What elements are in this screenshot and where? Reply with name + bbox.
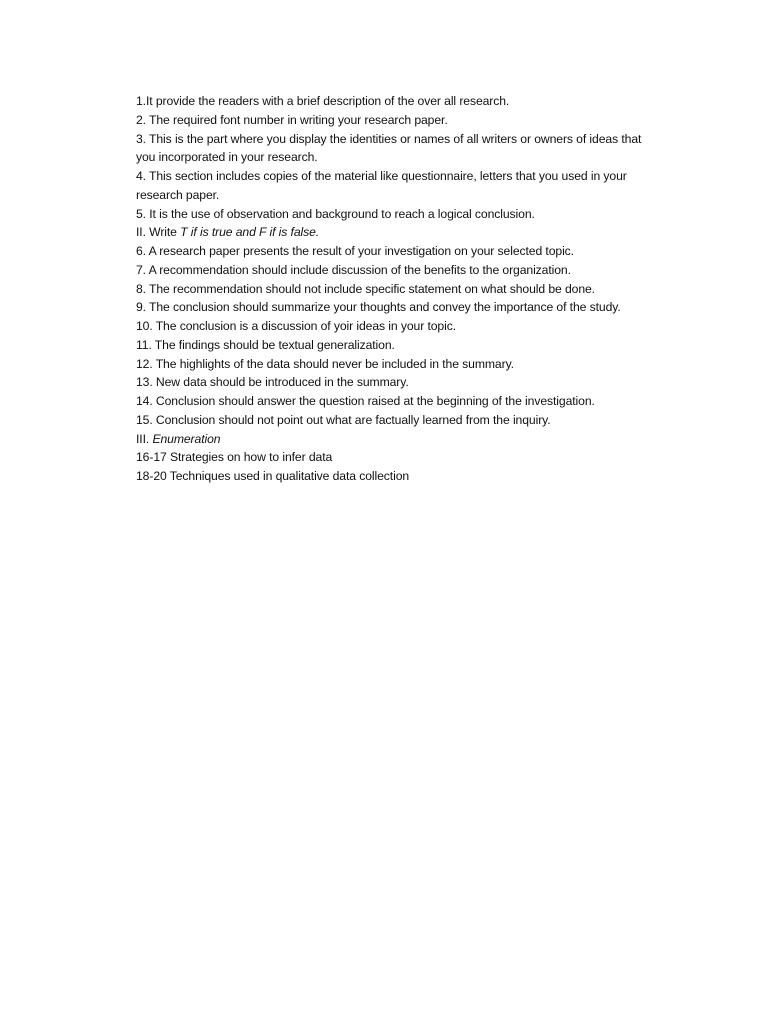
question-9-line: 9. The conclusion should summarize your thoughts and convey the importance of the study.: [136, 300, 621, 315]
question-2-line: 2. The required font number in writing your research paper.: [136, 112, 448, 127]
section-2-prefix: II. Write: [136, 225, 181, 240]
question-15-line: 15. Conclusion should not point out what are factually learned from the inquiry.: [136, 412, 551, 427]
question-6-line: 6. A research paper presents the result of your investigation on your selected topic.: [136, 244, 574, 258]
question-12-line: 12. The highlights of the data should never be included in the summary.: [136, 356, 514, 371]
question-5-line: 5. It is the use of observation and background to reach a logical conclusion.: [136, 206, 535, 221]
question-8-line: 8. The recommendation should not include specific statement on what should be done.: [136, 281, 595, 296]
question-4-line: 4. This section includes copies of the material like questionnaire, letters that you used in your: [136, 169, 627, 183]
section-2-heading: [136, 223, 696, 242]
question-1-line: 1.It provide the readers with a brief description of the over all research.: [136, 94, 510, 108]
question-11-line: 11. The findings should be textual generalization.: [136, 337, 395, 352]
question-3-line: 3. This is the part where you display the identities or names of all writers or owners of ideas that: [136, 131, 642, 146]
section-3-prefix: III.: [136, 431, 153, 446]
document-body: [136, 92, 696, 486]
enumeration-item-18-20: 18-20 Techniques used in qualitative data collection: [136, 469, 410, 483]
question-7-line: 7. A recommendation should include discussion of the benefits to the organization.: [136, 262, 571, 277]
section-3-heading: [136, 430, 696, 449]
question-13-line: 13. New data should be introduced in the summary.: [136, 375, 409, 390]
enumeration-item-16-17: 16-17 Strategies on how to infer data: [136, 450, 333, 465]
section-3-title: Enumeration: [152, 431, 221, 446]
question-4-continuation: research paper.: [136, 187, 220, 202]
section-2-instruction: T if is true and F if is false.: [180, 225, 320, 240]
question-3-continuation: you incorporated in your research.: [136, 150, 318, 165]
question-10-line: 10. The conclusion is a discussion of yoir ideas in your topic.: [136, 319, 457, 333]
question-14-line: 14. Conclusion should answer the question raised at the beginning of the investigation.: [136, 394, 595, 408]
